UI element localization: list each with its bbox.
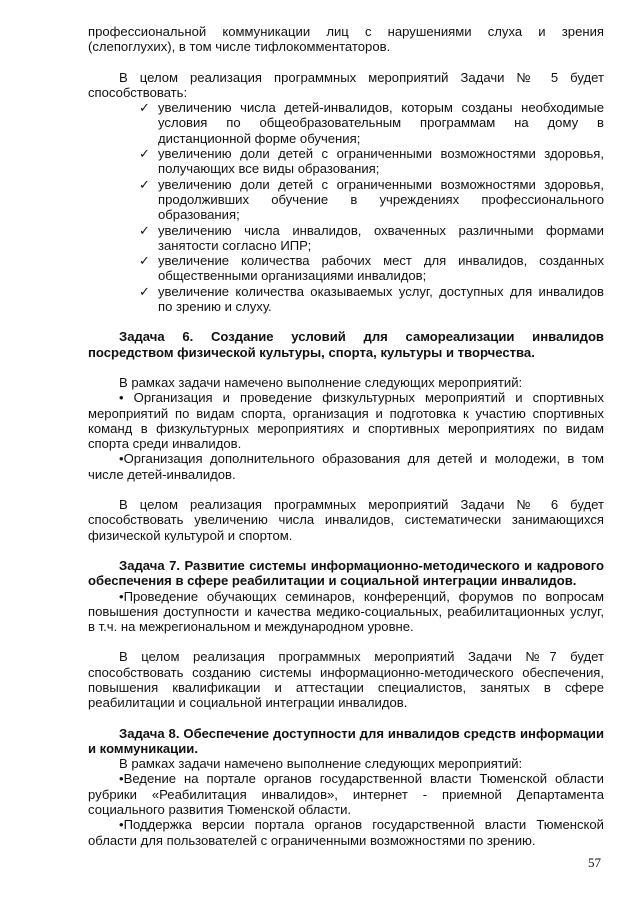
spacer	[88, 482, 604, 497]
spacer	[88, 634, 604, 649]
spacer	[88, 314, 604, 329]
task6-item-2: •Организация дополнительного образования для детей и молодежи, в том числе детей-инвалидов.	[88, 451, 604, 482]
task5-outcome-item	[139, 176, 604, 223]
task8-item-1: •Ведение на портале органов государственной власти Тюменской области рубрики «Реабилитация инвалидов», интернет - приемной Департамента социального развития Тюменской области.	[88, 771, 604, 818]
task5-outcome-text: увеличение количества рабочих мест для инвалидов, созданных общественными организациями инвалидов;	[158, 253, 604, 284]
task5-outcome-item	[139, 146, 604, 177]
task6-heading: Задача 6. Создание условий для самореализации инвалидов посредством физической культуры, спорта, культуры и творчества.	[88, 329, 604, 360]
page-number: 57	[588, 855, 601, 870]
checkmark-icon: ✓	[139, 283, 150, 299]
checkmark-icon: ✓	[139, 222, 150, 238]
task5-outcome-text: увеличению доли детей с ограниченными возможностями здоровья, получающих все виды образования;	[158, 146, 604, 177]
spacer	[88, 543, 604, 558]
task8-intro: В рамках задачи намечено выполнение следующих мероприятий:	[119, 756, 523, 772]
task5-outcome-item	[139, 253, 604, 284]
checkmark-icon: ✓	[139, 146, 150, 162]
checkmark-icon: ✓	[139, 176, 150, 192]
spacer	[88, 360, 604, 375]
task7-heading: Задача 7. Развитие системы информационно-методического и кадрового обеспечения в сфере реабилитации и социальной интеграции инвалидов.	[88, 557, 604, 589]
task6-item-1: • Организация и проведение физкультурных мероприятий и спортивных мероприятий по видам спорта, организация и подготовка к участию спортивных команд в физкультурных мероприятиях и спортивных мероприятиях по видам спорта среди инвалидов.	[88, 390, 604, 452]
task5-summary: В целом реализация программных мероприятий Задачи № 5 будет способствовать:	[88, 69, 604, 100]
task5-outcome-text: увеличению доли детей с ограниченными возможностями здоровья, продолживших обучение в учреждениях профессионального образования;	[158, 176, 604, 223]
spacer	[88, 711, 604, 726]
task5-outcome-item	[139, 222, 604, 254]
task6-intro: В рамках задачи намечено выполнение следующих мероприятий:	[119, 374, 523, 390]
task5-outcome-text: увеличению числа детей-инвалидов, которым созданы необходимые условия по общеобразовательным программам на дому в дистанционной форме обучения;	[158, 100, 604, 146]
task5-outcome-item	[139, 283, 604, 315]
task8-item-2: •Поддержка версии портала органов государственной власти Тюменской области для пользователей с ограниченными возможностями по зрению.	[88, 817, 604, 848]
page-content	[88, 24, 604, 848]
checkmark-icon: ✓	[139, 253, 150, 269]
task7-item-1: •Проведение обучающих семинаров, конференций, форумов по вопросам повышения доступности и качества медико-социальных, реабилитационных услуг, в т.ч. на межрегиональном и международном уровне.	[88, 588, 604, 635]
task6-summary: В целом реализация программных мероприятий Задачи № 6 будет способствовать увеличению числа инвалидов, систематически занимающихся физической культурой и спортом.	[88, 497, 604, 543]
task5-outcome-text: увеличение количества оказываемых услуг, доступных для инвалидов по зрению и слуху.	[158, 283, 604, 315]
task5-outcome-item	[139, 100, 604, 146]
task5-outcome-text: увеличению числа инвалидов, охваченных различными формами занятости согласно ИПР;	[158, 222, 604, 253]
task7-summary: В целом реализация программных мероприятий Задачи №7 будет способствовать созданию системы информационно-методического обеспечения, повышения квалификации и аттестации специалистов, занятых в сфере реабилитации и социальной интеграции инвалидов.	[88, 649, 604, 711]
spacer	[88, 55, 604, 70]
task8-heading: Задача 8. Обеспечение доступности для инвалидов средств информации и коммуникации.	[88, 725, 604, 756]
task5-outcome-list	[88, 100, 604, 314]
intro-paragraph-tail: профессиональной коммуникации лиц с нарушениями слуха и зрения (слепоглухих), в том числе тифлокомментаторов.	[88, 24, 604, 55]
checkmark-icon: ✓	[139, 100, 150, 116]
